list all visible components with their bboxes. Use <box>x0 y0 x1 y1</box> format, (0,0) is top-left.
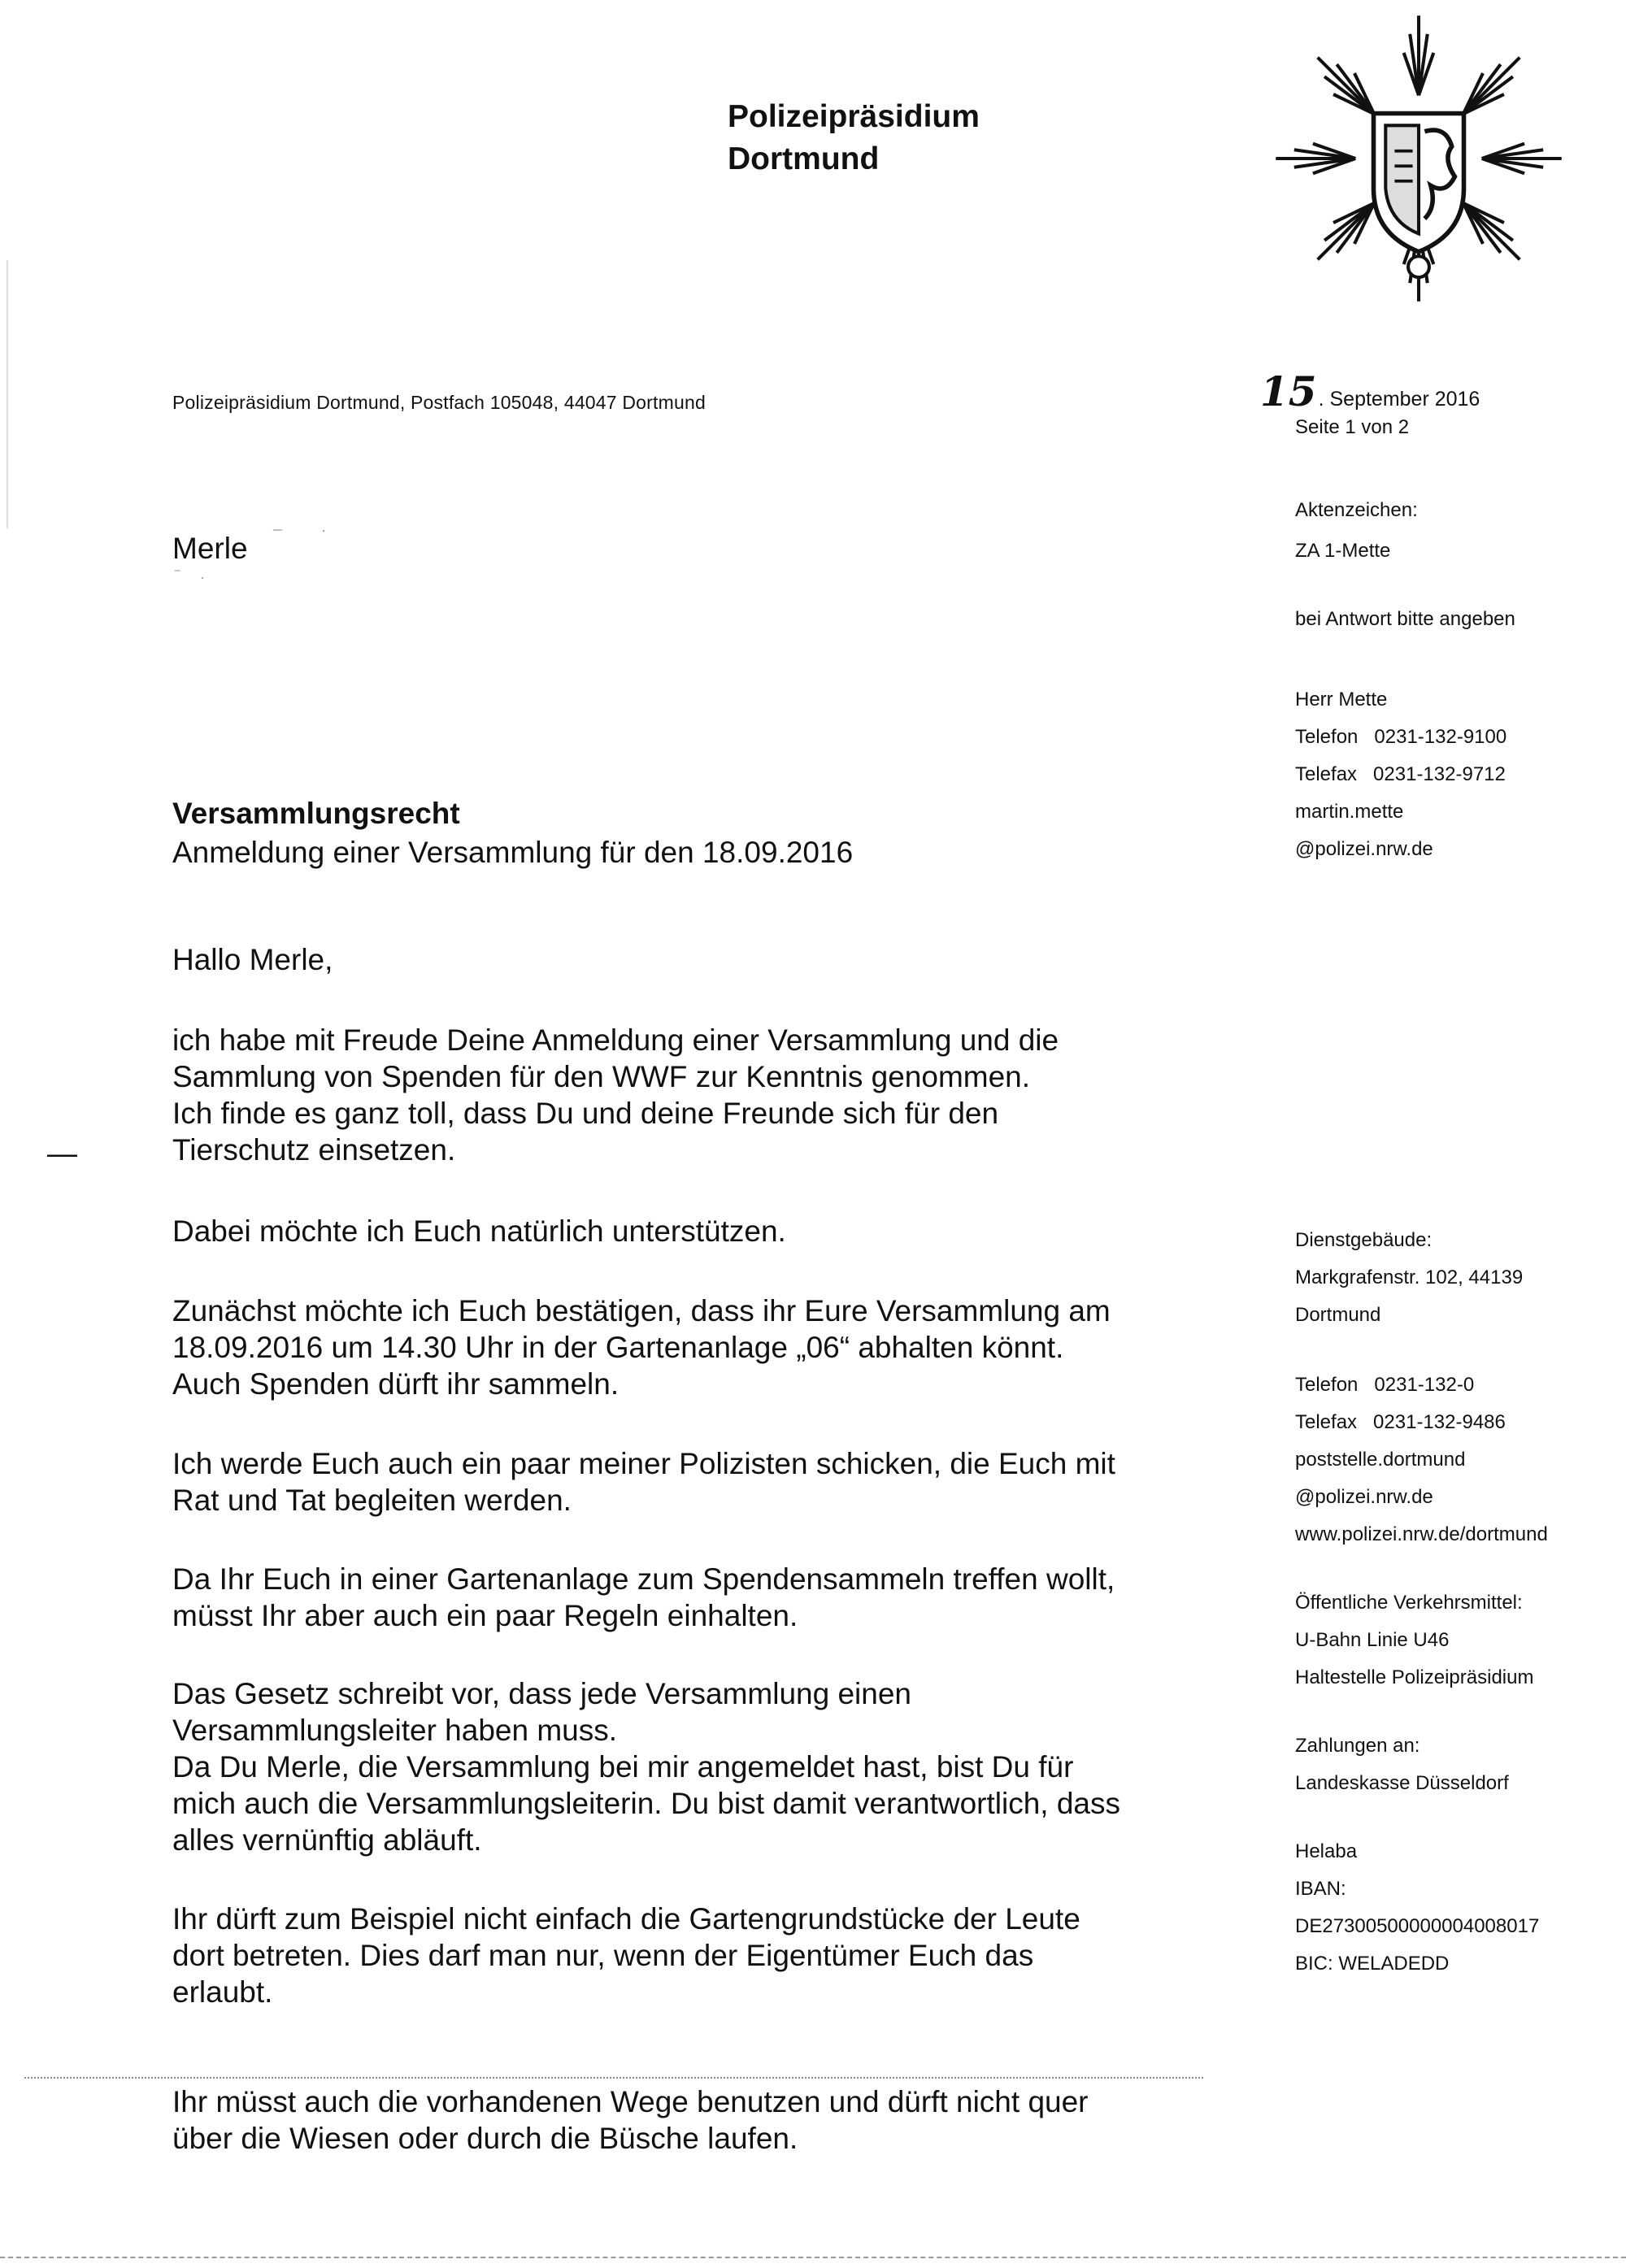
iban-label: IBAN: <box>1295 1878 1346 1900</box>
p6-line-2: Versammlungsleiter haben muss. <box>172 1714 618 1747</box>
p5-line-2: müsst Ihr aber auch ein paar Regeln einhalten. <box>172 1599 798 1632</box>
office-email-local: poststelle.dortmund <box>1295 1449 1466 1471</box>
p7-line-1: Ihr dürft zum Beispiel nicht einfach die Gartengrundstücke der Leute <box>172 1902 1080 1936</box>
police-star-logo <box>1268 8 1569 309</box>
reference-label: Aktenzeichen: <box>1295 499 1418 521</box>
p6-line-4: mich auch die Versammlungsleiterin. Du bist damit verantwortlich, dass <box>172 1787 1120 1820</box>
date-month-year: . September 2016 <box>1318 388 1480 411</box>
office-email-domain: @polizei.nrw.de <box>1295 1486 1433 1508</box>
star-ray <box>1463 58 1519 114</box>
redaction-marks: ¯ ˙ <box>273 528 334 546</box>
transit-label: Öffentliche Verkehrsmittel: <box>1295 1592 1523 1614</box>
p4-line-2: Rat und Tat begleiten werden. <box>172 1484 572 1517</box>
greeting: Hallo Merle, <box>172 943 333 976</box>
p1-line-2: Sammlung von Spenden für den WWF zur Kenntnis genommen. <box>172 1060 1031 1093</box>
page-bottom-edge <box>0 2257 1626 2258</box>
p6-line-3: Da Du Merle, die Versammlung bei mir angemeldet hast, bist Du für <box>172 1750 1074 1784</box>
transit-stop: Haltestelle Polizeipräsidium <box>1295 1666 1534 1688</box>
p8-line-1: Ihr müsst auch die vorhandenen Wege benutzen und dürft nicht quer <box>172 2085 1089 2118</box>
scan-edge-line <box>7 260 8 528</box>
office-label: Dienstgebäude: <box>1295 1229 1433 1251</box>
star-ray <box>1318 58 1374 114</box>
transit-line: U-Bahn Linie U46 <box>1295 1629 1450 1651</box>
handwritten-day: 15 <box>1260 367 1317 415</box>
payments-recipient: Landeskasse Düsseldorf <box>1295 1772 1509 1794</box>
redaction-underline: ‾ · <box>175 569 213 585</box>
office-phone: Telefon 0231-132-0 <box>1295 1374 1475 1396</box>
star-ray <box>1318 203 1374 259</box>
office-address-2: Dortmund <box>1295 1304 1381 1326</box>
contact-block <box>1295 681 1506 868</box>
office-address-1: Markgrafenstr. 102, 44139 <box>1295 1267 1524 1288</box>
contact-name: Herr Mette <box>1295 689 1388 710</box>
fold-mark: — <box>47 1136 77 1170</box>
date-line <box>1260 367 1480 415</box>
subject-line: Anmeldung einer Versammlung für den 18.09.2016 <box>172 836 854 869</box>
contact-email-domain: @polizei.nrw.de <box>1295 838 1433 860</box>
contact-phone: Telefon 0231-132-9100 <box>1295 726 1507 748</box>
p2-line-1: Dabei möchte ich Euch natürlich unterstützen. <box>172 1214 786 1248</box>
bank-name: Helaba <box>1295 1840 1358 1862</box>
p4-line-1: Ich werde Euch auch ein paar meiner Polizisten schicken, die Euch mit <box>172 1447 1115 1480</box>
bic-value: BIC: WELADEDD <box>1295 1953 1450 1975</box>
p1-line-3: Ich finde es ganz toll, dass Du und deine Freunde sich für den <box>172 1097 999 1130</box>
police-star-emblem <box>1268 8 1569 309</box>
p3-line-2: 18.09.2016 um 14.30 Uhr in der Gartenanlage „06“ abhalten könnt. <box>172 1331 1064 1364</box>
iban-value: DE27300500000004008017 <box>1295 1915 1540 1937</box>
subject-block <box>172 794 853 872</box>
subject-title: Versammlungsrecht <box>172 797 460 830</box>
p7-line-2: dort betreten. Dies darf man nur, wenn der Eigentümer Euch das <box>172 1939 1034 1972</box>
p3-line-3: Auch Spenden dürft ihr sammeln. <box>172 1367 620 1401</box>
recipient-name: Merle <box>172 532 248 565</box>
page-count: Seite 1 von 2 <box>1295 416 1410 438</box>
office-fax: Telefax 0231-132-9486 <box>1295 1411 1506 1433</box>
p1-line-4: Tierschutz einsetzen. <box>172 1133 456 1167</box>
letterhead-organisation <box>728 96 980 180</box>
scan-dotted-line <box>24 2077 1203 2079</box>
p7-line-3: erlaubt. <box>172 1975 273 2009</box>
p1-line-1: ich habe mit Freude Deine Anmeldung einer Versammlung und die <box>172 1023 1059 1057</box>
reference-note: bei Antwort bitte angeben <box>1295 608 1515 630</box>
reference-block <box>1295 490 1418 571</box>
p6-line-1: Das Gesetz schreibt vor, dass jede Versammlung einen <box>172 1677 912 1710</box>
p6-line-5: alles vernünftig abläuft. <box>172 1823 482 1857</box>
payments-label: Zahlungen an: <box>1295 1735 1420 1757</box>
p5-line-1: Da Ihr Euch in einer Gartenanlage zum Spendensammeln treffen wollt, <box>172 1562 1115 1596</box>
contact-email-local: martin.mette <box>1295 801 1404 823</box>
p8-line-2: über die Wiesen oder durch die Büsche laufen. <box>172 2122 798 2155</box>
sender-return-address: Polizeipräsidium Dortmund, Postfach 105048, 44047 Dortmund <box>172 392 706 413</box>
org-line-2: Dortmund <box>728 141 880 176</box>
p3-line-1: Zunächst möchte ich Euch bestätigen, dass ihr Eure Versammlung am <box>172 1294 1111 1327</box>
office-website: www.polizei.nrw.de/dortmund <box>1295 1523 1548 1545</box>
office-info <box>1295 1222 1548 1983</box>
org-line-1: Polizeipräsidium <box>728 99 980 134</box>
contact-fax: Telefax 0231-132-9712 <box>1295 763 1506 785</box>
star-ray <box>1463 203 1519 259</box>
reference-value: ZA 1-Mette <box>1295 540 1391 562</box>
